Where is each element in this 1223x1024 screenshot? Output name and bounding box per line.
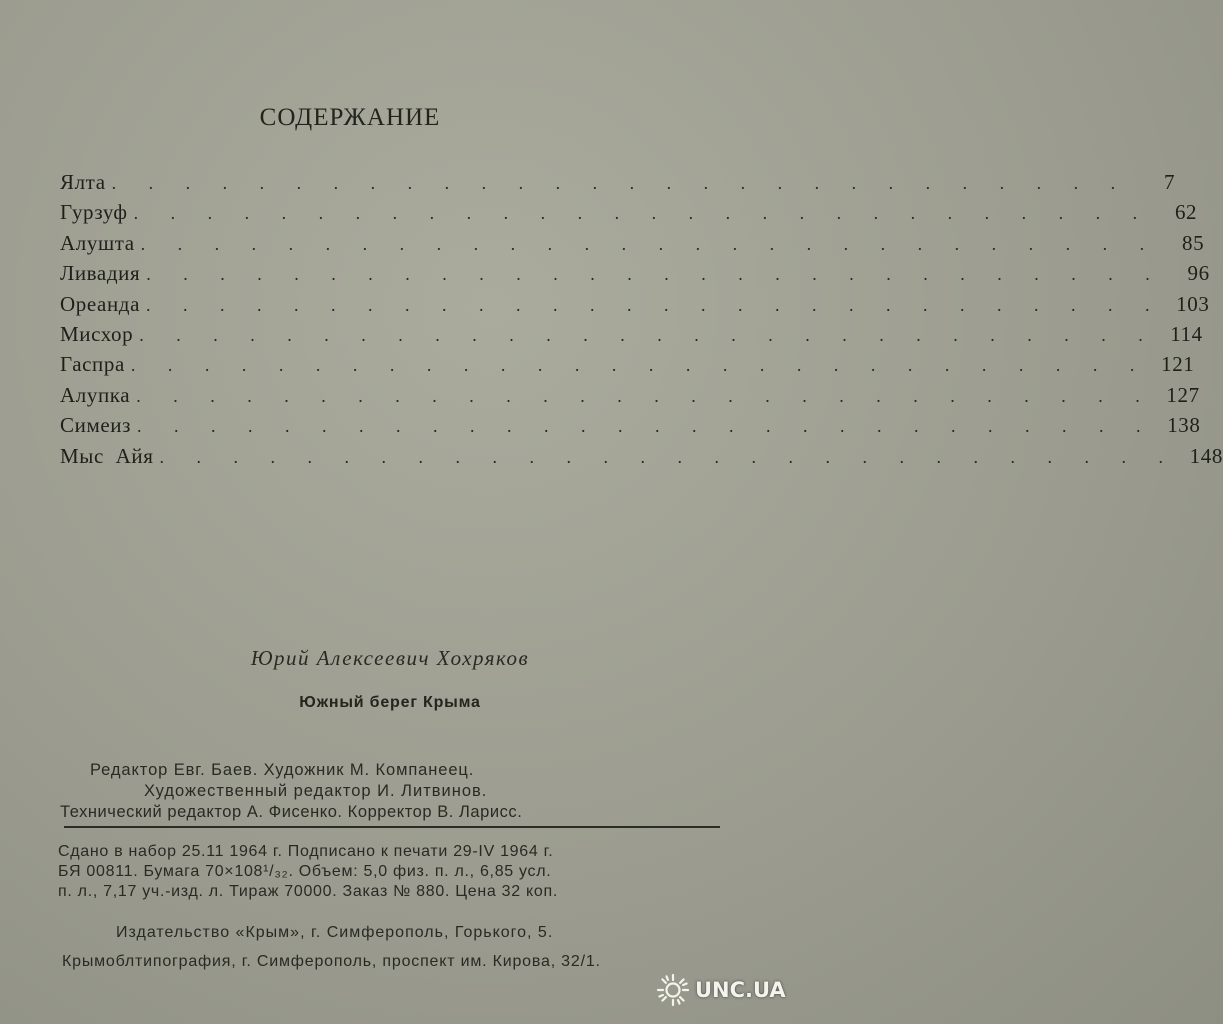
toc-entry: [60, 321, 1203, 352]
toc-leader-dots: . . . . . . . . . . . . . . . . . . . . . . . . . . . .: [136, 385, 1154, 406]
toc-entry: [60, 230, 1205, 261]
toc-leader-dots: . . . . . . . . . . . . . . . . . . . . . . . . . . . .: [140, 233, 1159, 254]
toc-leader-dots: . . . . . . . . . . . . . . . . . . . . . . . . . . . .: [137, 416, 1155, 437]
imprint-line: БЯ 00811. Бумага 70×108¹/₃₂. Объем: 5,0 физ. п. л., 6,85 усл.: [58, 863, 552, 880]
toc-entry: [60, 382, 1200, 413]
toc-leader-dots: . . . . . . . . . . . . . . . . . . . . . . . . . . . .: [130, 355, 1149, 376]
toc-leader-dots: . . . . . . . . . . . . . . . . . . . . . . . . . . . .: [133, 203, 1152, 224]
printer-line: Крымоблтипография, г. Симферополь, проспект им. Кирова, 32/1.: [62, 953, 601, 970]
toc-entry-name: Ореанда: [60, 291, 141, 316]
toc-entry-page: 121: [1161, 352, 1195, 377]
toc-entry-name: Мисхор: [60, 321, 134, 346]
toc-title: СОДЕРЖАНИЕ: [259, 104, 441, 131]
toc-entry: [60, 352, 1195, 382]
toc-entry-page: 138: [1167, 413, 1201, 438]
toc-entry: [60, 261, 1210, 291]
author-name: Юрий Алексеевич Хохряков: [250, 646, 530, 670]
toc-entry: [60, 413, 1201, 443]
imprint-block: [58, 842, 758, 902]
toc-list: [60, 170, 1223, 474]
watermark-text: UNC.UA: [695, 978, 786, 1002]
toc-entry: [60, 443, 1223, 474]
imprint-line: Сдано в набор 25.11 1964 г. Подписано к печати 29-IV 1964 г.: [58, 843, 554, 860]
toc-entry-page: 85: [1181, 230, 1205, 255]
book-title: Южный берег Крыма: [299, 694, 481, 711]
toc-entry-name: Алушта: [60, 230, 135, 255]
toc-leader-dots: . . . . . . . . . . . . . . . . . . . . . . . . . . . .: [159, 446, 1177, 467]
toc-entry-page: 103: [1176, 291, 1210, 316]
toc-entry: [60, 200, 1198, 230]
credits-line: Технический редактор А. Фисенко. Корректор В. Ларисс.: [60, 803, 523, 821]
watermark: [656, 966, 786, 1014]
publisher-line: Издательство «Крым», г. Симферополь, Горького, 5.: [116, 924, 554, 941]
credits-line: Редактор Евг. Баев. Художник М. Компанеец.: [90, 761, 475, 779]
toc-entry-name: Гаспра: [60, 352, 125, 377]
toc-leader-dots: . . . . . . . . . . . . . . . . . . . . . . . . . . . .: [111, 173, 1130, 193]
credits-block: [58, 760, 738, 823]
toc-entry-name: Гурзуф: [60, 200, 128, 225]
toc-leader-dots: . . . . . . . . . . . . . . . . . . . . . . . . . . . .: [146, 264, 1164, 285]
toc-entry-page: 127: [1166, 382, 1200, 407]
toc-entry-page: 148: [1189, 443, 1223, 468]
toc-entry-name: Мыс Айя: [60, 443, 154, 468]
toc-leader-dots: . . . . . . . . . . . . . . . . . . . . . . . . . . . .: [139, 324, 1157, 345]
toc-entry-page: 62: [1174, 200, 1198, 225]
imprint-line: п. л., 7,17 уч.-изд. л. Тираж 70000. Заказ № 880. Цена 32 коп.: [58, 883, 558, 900]
toc-entry-name: Алупка: [60, 382, 131, 407]
divider-rule: [64, 826, 720, 828]
toc-entry-page: 96: [1187, 261, 1210, 286]
toc-leader-dots: . . . . . . . . . . . . . . . . . . . . . . . . . . . .: [146, 294, 1164, 315]
toc-entry-name: Ялта: [60, 170, 106, 194]
toc-entry-page: 7: [1164, 170, 1176, 194]
toc-entry: [60, 170, 1176, 200]
toc-entry: [60, 291, 1210, 322]
toc-entry-name: Симеиз: [60, 413, 131, 438]
toc-entry-page: 114: [1170, 321, 1203, 346]
toc-entry-name: Ливадия: [60, 261, 141, 286]
sun-logo-icon: [656, 973, 690, 1007]
credits-line: Художественный редактор И. Литвинов.: [144, 782, 488, 800]
